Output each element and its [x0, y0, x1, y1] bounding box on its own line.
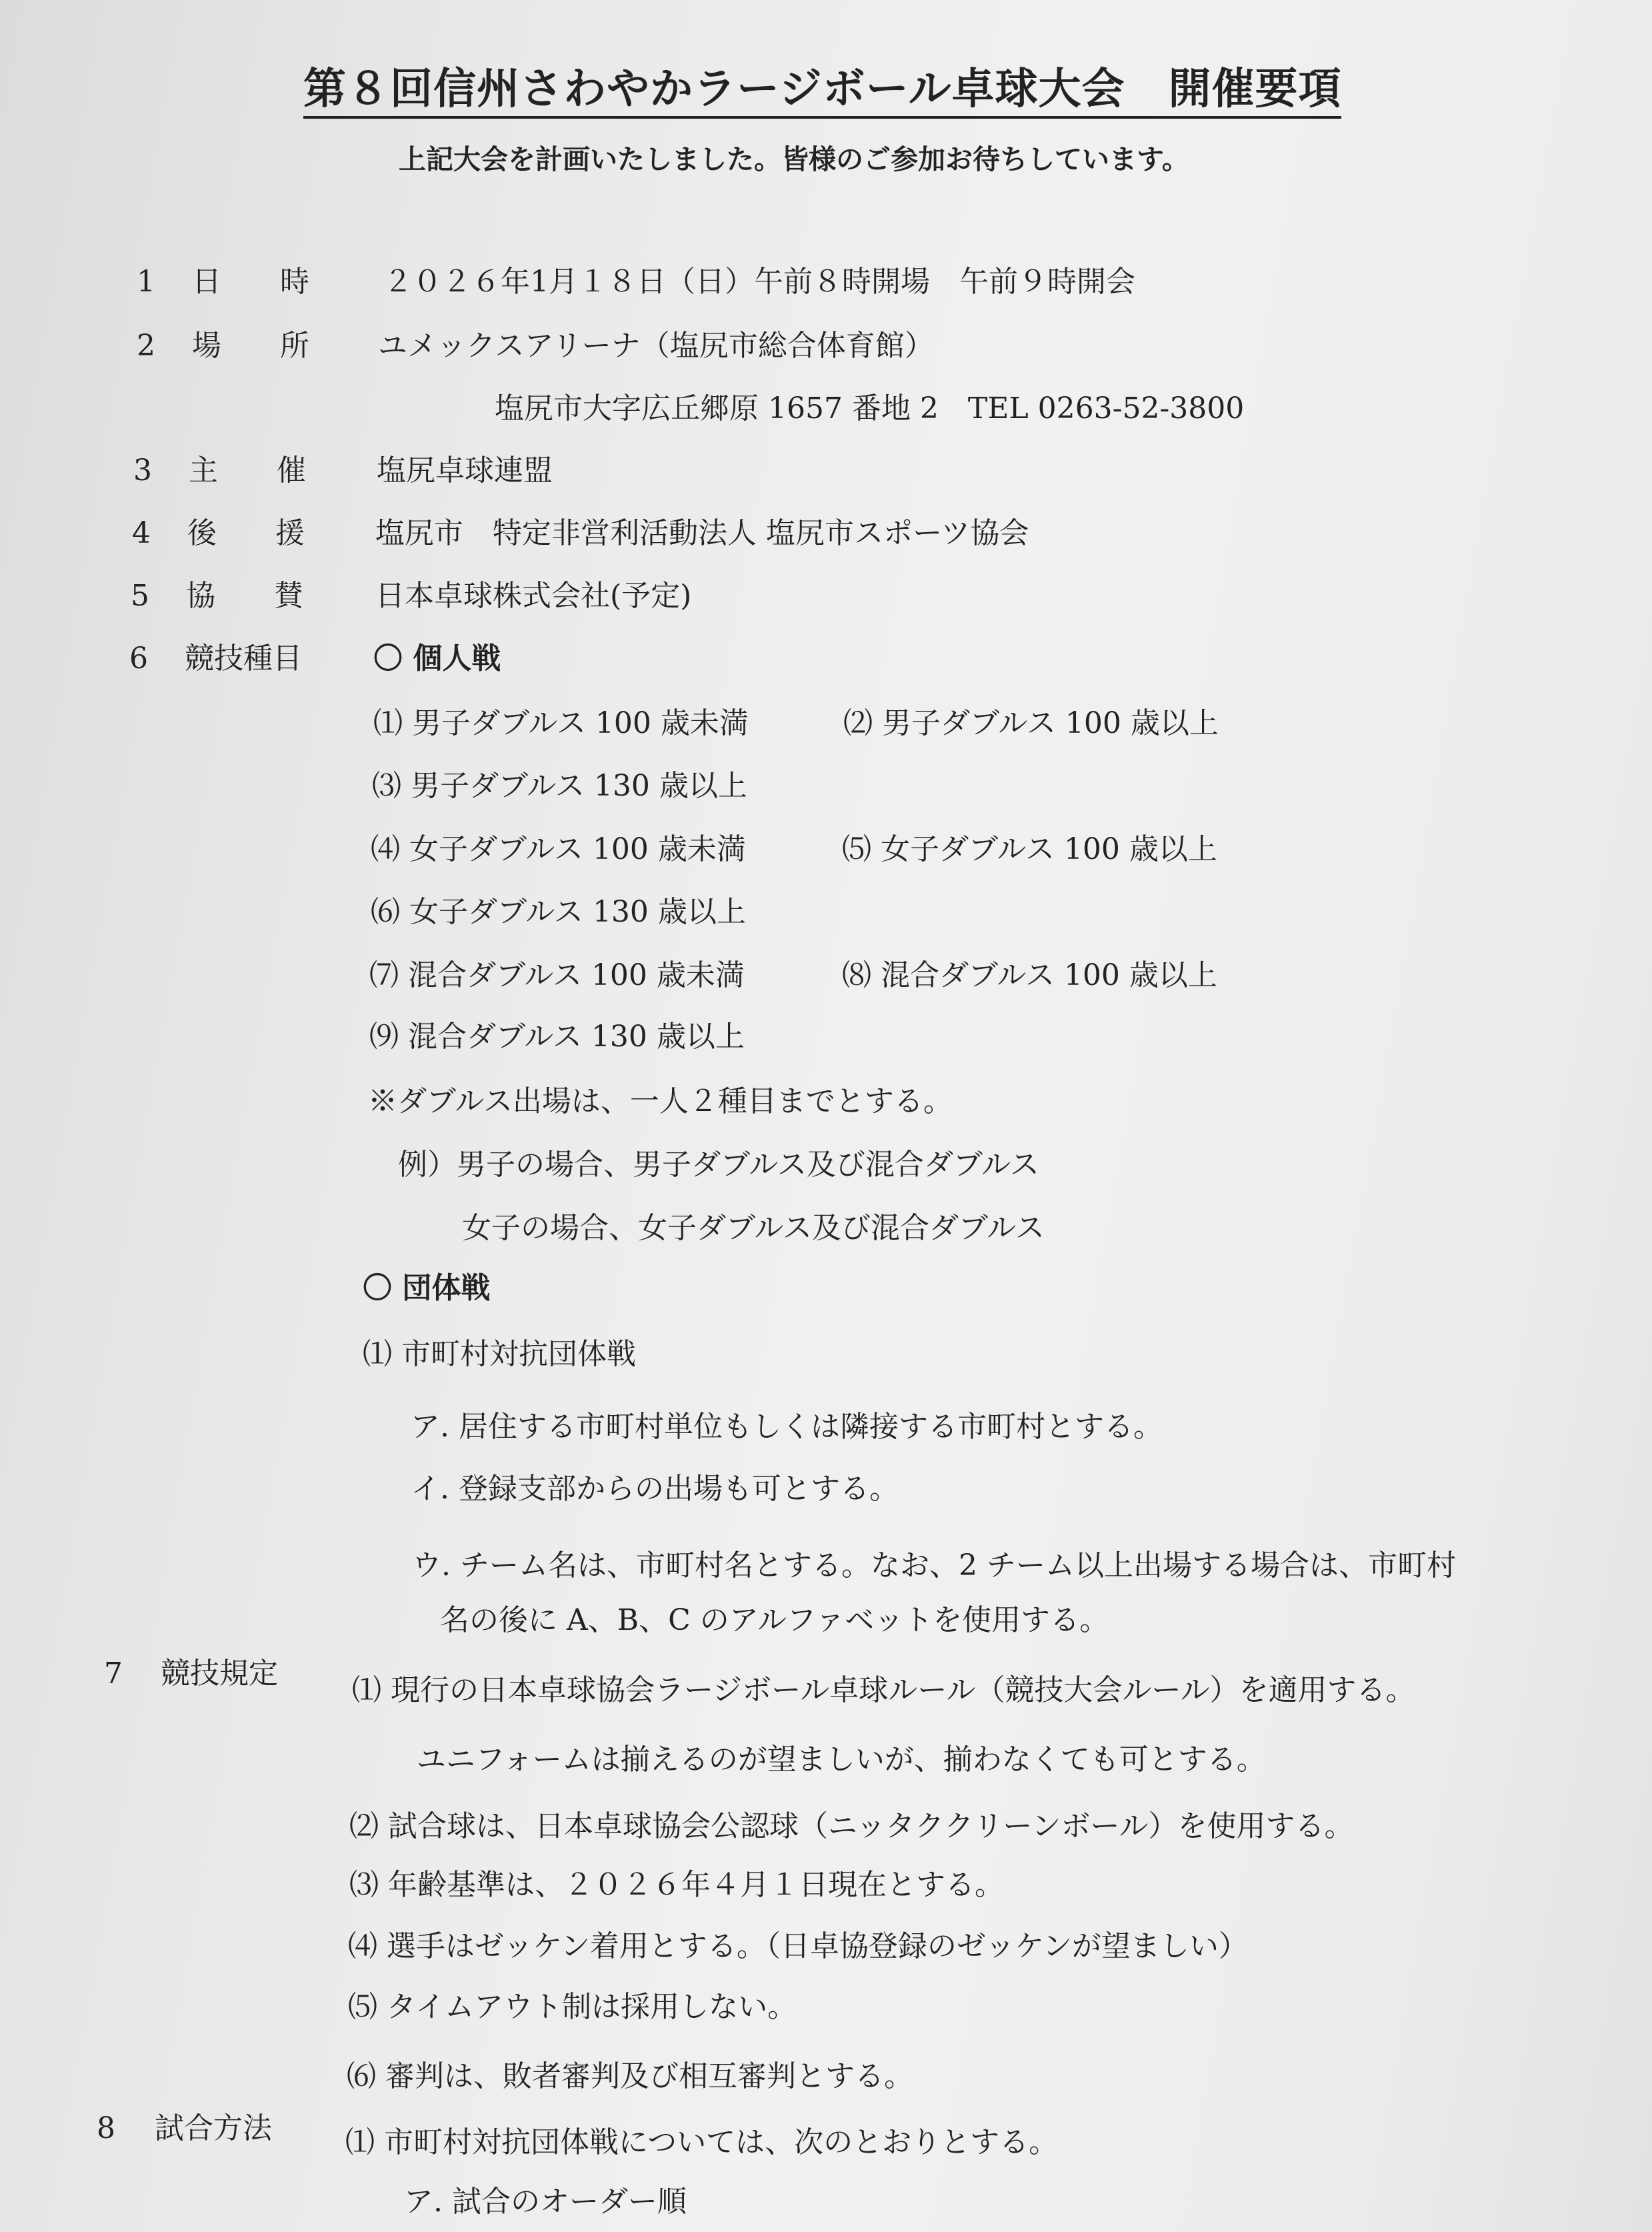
rule-1-cont: ユニフォームは揃えるのが望ましいが、揃わなくても可とする。 — [417, 1743, 1266, 1777]
document-subtitle: 上記大会を計画いたしました。皆様のご参加お待ちしています。 — [399, 143, 1189, 175]
section-5-sponsor: 日本卓球株式会社(予定) — [375, 579, 692, 613]
rule-5: ⑸ タイムアウト制は採用しない。 — [348, 1990, 797, 2024]
team-rule-i: イ. 登録支部からの出場も可とする。 — [411, 1472, 899, 1506]
section-8-label: 試合方法 — [155, 2111, 272, 2145]
doubles-example-2: 女子の場合、女子ダブルス及び混合ダブルス — [462, 1211, 1045, 1245]
method-1-a: ア. 試合のオーダー順 — [404, 2185, 687, 2219]
section-3-number: 3 — [133, 453, 152, 487]
individual-heading: 〇 個人戦 — [373, 642, 501, 676]
section-3-label: 主 催 — [189, 453, 306, 487]
document-title: 第８回信州さわやかラージボール卓球大会 開催要項 — [303, 65, 1341, 119]
section-4-label: 後 援 — [187, 516, 305, 550]
section-6-label: 競技種目 — [185, 642, 302, 676]
section-2-label: 場 所 — [192, 329, 309, 363]
section-2-address: 塩尻市大字広丘郷原 1657 番地 2 TEL 0263-52-3800 — [495, 391, 1245, 425]
event-item: ⑷ 女子ダブルス 100 歳未満 — [371, 832, 746, 866]
section-5-label: 協 賛 — [186, 579, 303, 613]
rule-1: ⑴ 現行の日本卓球協会ラージボール卓球ルール（競技大会ルール）を適用する。 — [352, 1673, 1415, 1707]
section-4-number: 4 — [132, 516, 151, 550]
event-item: ⑹ 女子ダブルス 130 歳以上 — [371, 895, 746, 929]
doubles-example-1: 例）男子の場合、男子ダブルス及び混合ダブルス — [398, 1148, 1039, 1182]
section-8-number: 8 — [97, 2111, 115, 2145]
section-1-label: 日 時 — [192, 265, 309, 299]
team-item-1: ⑴ 市町村対抗団体戦 — [363, 1337, 636, 1371]
method-1: ⑴ 市町村対抗団体戦については、次のとおりとする。 — [345, 2125, 1059, 2159]
event-item: ⑻ 混合ダブルス 100 歳以上 — [842, 958, 1217, 992]
rule-6: ⑹ 審判は、敗者審判及び相互審判とする。 — [347, 2059, 913, 2093]
section-2-venue: ユメックスアリーナ（塩尻市総合体育館） — [378, 329, 934, 363]
event-item: ⑴ 男子ダブルス 100 歳未満 — [373, 706, 749, 740]
section-7-number: 7 — [104, 1656, 123, 1691]
section-5-number: 5 — [131, 579, 149, 613]
team-rule-u: ウ. チーム名は、市町村名とする。なお、2 チーム以上出場する場合は、市町村 — [412, 1548, 1456, 1582]
section-3-organizer: 塩尻卓球連盟 — [377, 453, 553, 487]
event-item: ⑼ 混合ダブルス 130 歳以上 — [369, 1020, 745, 1054]
section-2-number: 2 — [137, 329, 155, 363]
section-1-datetime: ２０２６年1月１８日（日）午前８時開場 午前９時開会 — [383, 265, 1135, 299]
team-heading: 〇 団体戦 — [363, 1271, 491, 1305]
doubles-note: ※ダブルス出場は、一人２種目までとする。 — [368, 1084, 953, 1118]
rule-4: ⑷ 選手はゼッケン着用とする。（日卓協登録のゼッケンが望ましい） — [348, 1929, 1248, 1963]
event-item: ⑸ 女子ダブルス 100 歳以上 — [842, 832, 1217, 866]
section-7-label: 競技規定 — [161, 1656, 278, 1691]
team-rule-a: ア. 居住する市町村単位もしくは隣接する市町村とする。 — [411, 1410, 1163, 1444]
rule-3: ⑶ 年齢基準は、２０２６年４月１日現在とする。 — [349, 1868, 1004, 1902]
event-item: ⑶ 男子ダブルス 130 歳以上 — [372, 769, 747, 803]
rule-2: ⑵ 試合球は、日本卓球協会公認球（ニッタククリーンボール）を使用する。 — [349, 1809, 1354, 1843]
team-rule-u-cont: 名の後に A、B、C のアルファベットを使用する。 — [440, 1603, 1109, 1637]
event-item: ⑺ 混合ダブルス 100 歳未満 — [369, 958, 745, 992]
section-4-support: 塩尻市 特定非営利活動法人 塩尻市スポーツ協会 — [375, 516, 1029, 550]
section-1-number: 1 — [137, 265, 155, 299]
event-item: ⑵ 男子ダブルス 100 歳以上 — [843, 706, 1219, 740]
section-6-number: 6 — [129, 642, 148, 676]
